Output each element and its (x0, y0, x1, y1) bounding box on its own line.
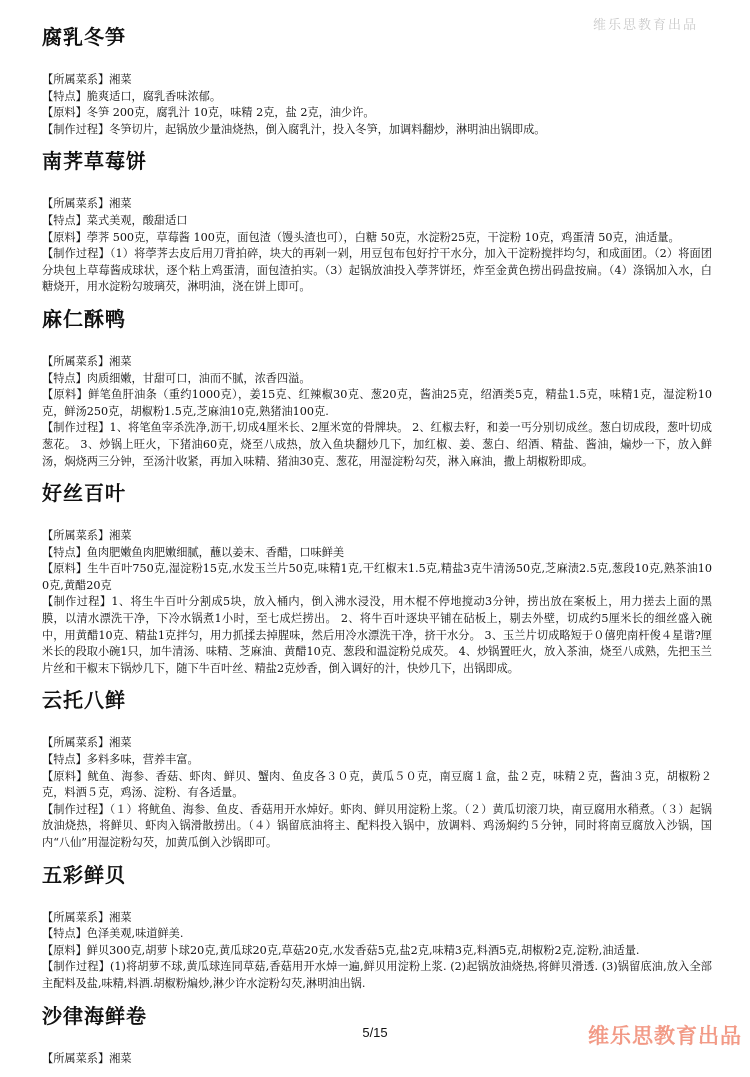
category-line (42, 910, 712, 927)
process-line (42, 802, 712, 852)
category-value: 湘菜 (109, 1051, 132, 1065)
ingredients-value: 生牛百叶750克,湿淀粉15克,水发玉兰片50克,味精1克,干红椒末1.5克,精盐3克牛清汤50克,芝麻渍2.5克,葱段10克,熟茶油100克,黄醋20克 (42, 562, 712, 592)
ingredients-label: 【原料】 (42, 562, 88, 576)
recipe (42, 306, 712, 470)
feature-label: 【特点】 (42, 753, 87, 767)
feature-label: 【特点】 (42, 927, 87, 941)
recipe-title: 南荠草莓饼 (42, 149, 147, 174)
category-label: 【所属菜系】 (42, 354, 110, 368)
recipe-title: 五彩鲜贝 (42, 862, 126, 887)
feature-line (42, 926, 712, 943)
feature-label: 【特点】 (42, 213, 87, 227)
feature-line (42, 545, 712, 562)
category-label: 【所属菜系】 (42, 197, 110, 211)
process-label: 【制作过程】 (42, 595, 112, 609)
process-value: 1、将笔鱼宰杀洗净,沥干,切成4厘米长、2厘米宽的骨牌块。 2、红椒去籽，和姜一丐分别切成丝。葱白切成段，葱叶切成葱花。 3、炒锅上旺火，下猪油60克，烧至八成热，放入鱼块翻炒几下，加红椒、姜、葱白、绍酒、精盐、酱油，煸炒一下，放入鲜汤，焖烧两三分钟，至汤汁收紧，再加入味精、猪油30克、葱花，用湿淀粉勾芡，淋入麻油，撒上胡椒粉即成。 (42, 421, 712, 468)
ingredients-line (42, 561, 712, 594)
ingredients-value: 鲜笔鱼肝油条（重约1000克），姜15克、红辣椒30克、葱20克，酱油25克，绍酒类5克，精盐1.5克，味精1克，湿淀粉10克，鲜汤250克，胡椒粉1.5克,芝麻油10克,熟猪油100克. (42, 388, 712, 418)
category-label: 【所属菜系】 (42, 910, 110, 924)
recipe (42, 480, 712, 677)
ingredients-line (42, 943, 712, 960)
feature-value: 脆爽适口，腐乳香味浓郁。 (86, 89, 222, 103)
page-number: 5/15 (362, 1025, 388, 1040)
category-label: 【所属菜系】 (42, 73, 110, 86)
recipe-title: 腐乳冬笋 (42, 25, 126, 49)
category-value: 湘菜 (109, 73, 132, 86)
process-line (42, 420, 712, 470)
recipe-title: 好丝百叶 (42, 481, 126, 506)
process-label: 【制作过程】 (42, 960, 110, 974)
process-value: (1)将胡萝不球,黄瓜球连同草菇,香菇用开水焯一遍,鲜贝用淀粉上浆. (2)起锅放油烧热,将鲜贝滑透. (3)锅留底油,放入全部主配料及盐,味精,料酒.胡椒粉煸炒,淋少许水淀粉勾芡,淋明油出锅. (42, 960, 712, 990)
recipe (42, 24, 712, 138)
category-label: 【所属菜系】 (42, 1051, 110, 1065)
process-line (42, 594, 712, 677)
process-label: 【制作过程】 (42, 247, 110, 261)
process-line (42, 122, 712, 139)
category-value: 湘菜 (109, 354, 132, 368)
feature-label: 【特点】 (42, 371, 87, 385)
ingredients-line (42, 769, 712, 802)
feature-line (42, 89, 712, 106)
recipe-title: 麻仁酥鸭 (42, 306, 126, 331)
feature-value: 菜式美观，酸甜适口 (86, 213, 188, 227)
watermark-bottom: 维乐思教育出品 (588, 1024, 742, 1048)
ingredients-value: 鲜贝300克,胡萝卜球20克,黄瓜球20克,草菇20克,水发香菇5克,盐2克,味精3克,料酒5克,胡椒粉2克,淀粉,油适量. (86, 943, 640, 957)
ingredients-label: 【原料】 (42, 106, 87, 120)
ingredients-label: 【原料】 (42, 769, 88, 783)
feature-value: 鱼肉肥嫩鱼肉肥嫩细腻，蘸以姜末、香醋，口味鲜美 (86, 545, 345, 559)
process-value: （1）将荸荠去皮后用刀背拍碎，块大的再剁一剁，用豆包布包好拧干水分，加入干淀粉搅拌均匀，和成面团。（2）将面团分块包上草莓酱成球状，逐个粘上鸡蛋清，面包渣拍实。（3）起锅放油投入荸荠饼坯，炸至金黄色捞出码盘按扁。（4）涤锅加入水，白糖烧开，用水淀粉勾玻璃芡，淋明油，浇在饼上即可。 (42, 247, 712, 294)
category-value: 湘菜 (109, 529, 132, 543)
feature-value: 多料多味，营养丰富。 (86, 753, 199, 767)
recipe (42, 148, 712, 296)
recipe (42, 862, 712, 993)
category-line (42, 528, 712, 545)
ingredients-value: 荸荠 500克，草莓酱 100克，面包渣（馒头渣也可），白糖 50克，水淀粉25克，干淀粉 10克，鸡蛋清 50克，油适量。 (86, 230, 680, 244)
ingredients-label: 【原料】 (42, 388, 89, 402)
ingredients-label: 【原料】 (42, 230, 87, 244)
category-line (42, 196, 712, 213)
process-line (42, 246, 712, 296)
feature-line (42, 752, 712, 769)
feature-line (42, 213, 712, 230)
process-label: 【制作过程】 (42, 802, 110, 816)
watermark-top: 维乐思教育出品 (592, 18, 698, 33)
process-label: 【制作过程】 (42, 421, 110, 435)
category-label: 【所属菜系】 (42, 529, 110, 543)
ingredients-line (42, 105, 712, 122)
process-label: 【制作过程】 (42, 122, 110, 136)
category-line (42, 72, 712, 89)
recipe (42, 687, 712, 851)
recipe-title: 云托八鲜 (42, 688, 126, 713)
recipe-list (42, 24, 712, 1077)
category-value: 湘菜 (109, 197, 132, 211)
ingredients-value: 冬笋 200克，腐乳汁 10克，味精 2克，盐 2克，油少许。 (86, 106, 375, 120)
ingredients-value: 鱿鱼、海参、香菇、虾肉、鲜贝、蟹肉、鱼皮各３０克，黄瓜５０克，南豆腐１盒，盐２克，味精２克，酱油３克，胡椒粉２克，料酒５克，鸡汤、淀粉、有各适量。 (42, 769, 712, 800)
category-value: 湘菜 (109, 910, 132, 924)
category-line (42, 354, 712, 371)
category-line (42, 735, 712, 752)
feature-value: 色泽美观,味道鲜美. (86, 927, 184, 941)
category-value: 湘菜 (109, 736, 132, 750)
category-line (42, 1051, 712, 1068)
feature-label: 【特点】 (42, 545, 87, 559)
ingredients-label: 【原料】 (42, 943, 87, 957)
recipe-title: 沙律海鲜卷 (42, 1003, 147, 1028)
ingredients-line (42, 387, 712, 420)
process-value: 冬笋切片，起锅放少量油烧热，倒入腐乳汁，投入冬笋，加调料翻炒，淋明油出锅即成。 (109, 122, 546, 136)
feature-label: 【特点】 (42, 89, 87, 103)
category-label: 【所属菜系】 (42, 736, 110, 750)
process-line (42, 959, 712, 992)
feature-line (42, 371, 712, 388)
feature-value: 肉质细嫩，甘甜可口，油而不腻，浓香四溢。 (86, 371, 311, 385)
process-value: （１）将鱿鱼、海参、鱼皮、香菇用开水焯好。虾肉、鲜贝用淀粉上浆。（２）黄瓜切滚刀块，南豆腐用水稍煮。（３）起锅放油烧热，将鲜贝、虾肉入锅滑散捞出。（４）锅留底油将主、配料投入锅中，放调料、鸡汤焖约５分钟，同时将南豆腐放入沙锅，国内“八仙”用湿淀粉勾芡，加黄瓜倒入沙锅即可。 (42, 802, 712, 849)
ingredients-line (42, 230, 712, 247)
process-value: 1、将生牛百叶分割成5块，放入桶内，倒入沸水浸没，用木棍不停地搅动3分钟，捞出放在案板上，用力搓去上面的黑膜，以清水漂洗干净，下冷水锅煮1小时，至七成烂捞出。 2、将牛百叶逐块平铺在砧板上，剔去外壁，切成约5厘米长的细丝盛入碗中，用黄醋10克、精盐1克拌匀，用力抓揉去掉腥味，然后用冷水漂洗干净，挤干水分。 3、玉兰片切成略短于０僖兜南杆俊４星谐?厘米长的段取小碗1只，加牛清汤、味精、芝麻油、黄醋10克、葱段和温淀粉兑成芡。 4、炒锅置旺火，放入茶油，烧至八成熟，先把玉兰片丝和干椒末下锅炒几下，随下牛百叶丝、精盐2克炒香，倒入调好的汁，快炒几下，出锅即成。 (42, 595, 712, 675)
